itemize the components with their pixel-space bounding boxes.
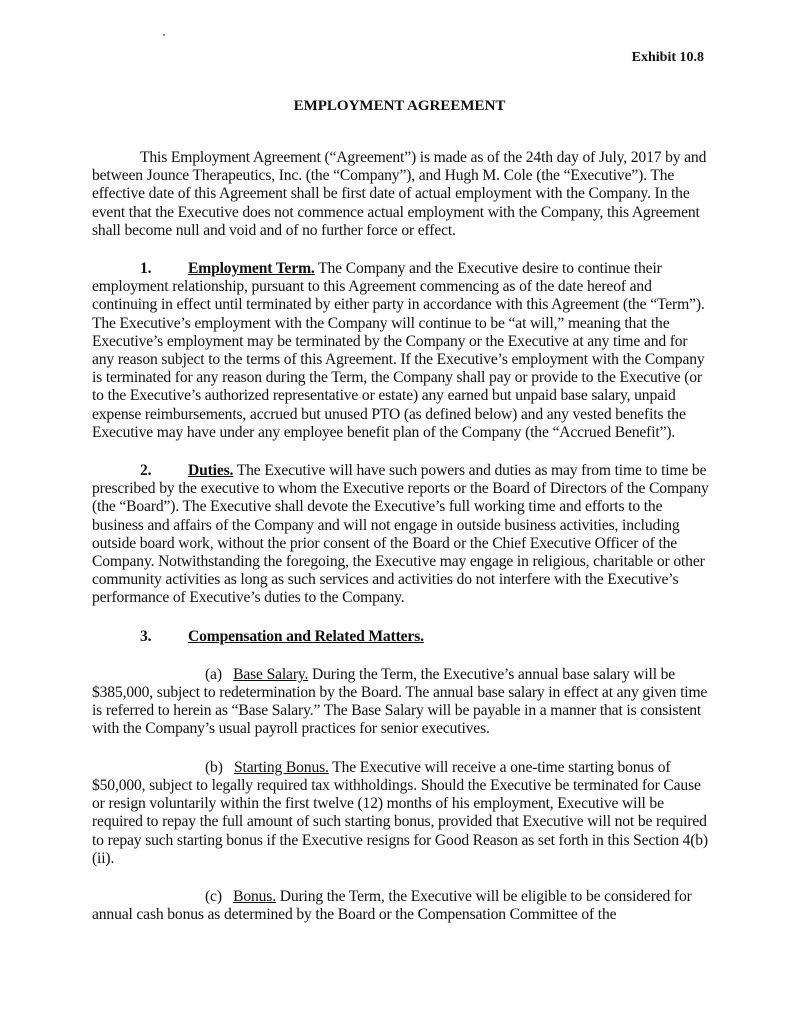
subsection-b-heading: Starting Bonus. <box>233 758 329 776</box>
intro-paragraph: This Employment Agreement (“Agreement”) is made as of the 24th day of July, 2017 by and between Jounce Therapeutics, Inc. (the “Company”), and Hugh M. Cole (the “Executive”). The effective date of this Agreement shall be first date of actual employment with the Company. In the event that the Executive does not commence actual employment with the Company, this Agreement shall become null and void and of no further force or effect. <box>92 149 707 239</box>
section-3-number: 3. <box>140 627 152 645</box>
subsection-c-heading: Bonus. <box>233 887 276 905</box>
subsection-a-text: During the Term, the Executive’s annual base salary will be $385,000, subject to redetermination by the Board. The annual base salary in effect at any given time is referred to herein as “Base Salary.” The Base Salary will be payable in a manner that is consistent with the Company’s usual payroll practices for senior executives. <box>92 665 708 738</box>
subsection-b <box>92 759 709 868</box>
subsection-a-heading: Base Salary. <box>233 665 309 683</box>
section-1-heading: Employment Term. <box>188 260 315 278</box>
subsection-c-label: (c) <box>205 887 222 905</box>
section-3 <box>92 628 709 646</box>
subsection-a-label: (a) <box>205 665 222 683</box>
subsection-b-label: (b) <box>205 758 223 776</box>
section-1-number: 1. <box>140 260 152 278</box>
section-2 <box>92 462 709 608</box>
document-title: EMPLOYMENT AGREEMENT <box>293 98 506 114</box>
subsection-c <box>92 888 709 924</box>
document-body <box>92 149 709 924</box>
exhibit-label: Exhibit 10.8 <box>631 50 704 65</box>
section-3-heading: Compensation and Related Matters. <box>188 627 424 645</box>
section-1-text: The Company and the Executive desire to continue their employment relationship, pursuant to this Agreement commencing as of the date hereof and continuing in effect until terminated by either party in accordance with this Agreement (the “Term”). The Executive’s employment with the Company will continue to be “at will,” meaning that the Executive’s employment may be terminated by the Company or the Executive at any time and for any reason subject to the terms of this Agreement. If the Executive’s employment with the Company is terminated for any reason during the Term, the Company shall pay or provide to the Executive (or to the Executive’s authorized representative or estate) any earned but unpaid base salary, unpaid expense reimbursements, accrued but unused PTO (as defined below) and any vested benefits the Executive may have under any employee benefit plan of the Company (the “Accrued Benefit”). <box>92 260 705 441</box>
section-2-heading: Duties. <box>188 462 234 480</box>
section-1 <box>92 260 709 442</box>
section-2-number: 2. <box>140 462 152 480</box>
subsection-a <box>92 666 709 739</box>
subsection-b-text: The Executive will receive a one-time starting bonus of $50,000, subject to legally required tax withholdings. Should the Executive be terminated for Cause or resign voluntarily within the first twelve (12) months of his employment, Executive will be required to repay the full amount of such starting bonus, provided that Executive will not be required to repay such starting bonus if the Executive resigns for Good Reason as set forth in this Section 4(b)(ii). <box>92 758 708 867</box>
subsection-c-text: During the Term, the Executive will be eligible to be considered for annual cash bonus as determined by the Board or the Compensation Committee of the <box>92 887 692 924</box>
section-2-text: The Executive will have such powers and duties as may from time to time be prescribed by the executive to whom the Executive reports or the Board of Directors of the Company (the “Board”). The Executive shall devote the Executive’s full working time and efforts to the business and affairs of the Company and will not engage in outside business activities, including outside board work, without the prior consent of the Board or the Chief Executive Officer of the Company. Notwithstanding the foregoing, the Executive may engage in religious, charitable or other community activities as long as such services and activities do not interfere with the Executive’s performance of Executive’s duties to the Company. <box>92 462 709 607</box>
scan-speck <box>163 34 165 36</box>
